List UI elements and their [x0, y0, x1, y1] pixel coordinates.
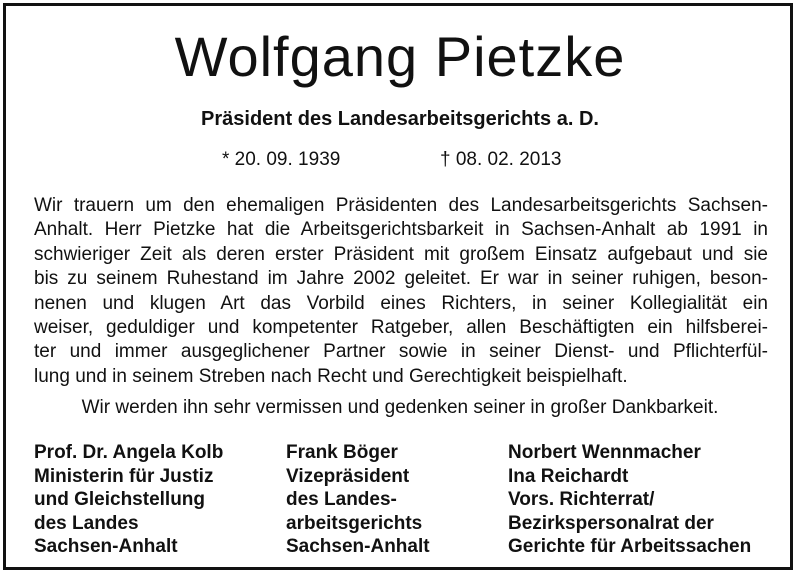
- signatory-line: Vizepräsident: [286, 465, 410, 487]
- tribute-line: Anhalt. Herr Pietzke hat die Arbeitsgerichtsbarkeit in Sachsen-Anhalt ab 1991 in: [34, 219, 768, 241]
- tribute-line: schwieriger Zeit als deren erster Präsident mit großem Einsatz aufgebaut und sie: [34, 243, 768, 265]
- signatory-line: Frank Böger: [286, 442, 398, 463]
- tribute-line: Wir trauern um den ehemaligen Präsidenten des Landesarbeitsgerichts Sachsen-: [34, 195, 768, 216]
- tribute-line: weiser, geduldiger und kompetenter Ratgeber, allen Beschäftigten ein hilfsberei-: [34, 317, 768, 339]
- signatory-line: Prof. Dr. Angela Kolb: [34, 442, 224, 463]
- death-date: † 08. 02. 2013: [440, 149, 562, 170]
- signatory-line: Norbert Wennmacher: [508, 442, 701, 463]
- deceased-title: Präsident des Landesarbeitsgerichts a. D.: [201, 108, 599, 130]
- signatory-line: Sachsen-Anhalt: [34, 536, 178, 558]
- birth-date: * 20. 09. 1939: [222, 149, 341, 170]
- tribute-line: bis zu seinem Ruhestand im Jahre 2002 geleitet. Er war in seiner ruhigen, beson-: [34, 268, 768, 290]
- signatory-line: Bezirkspersonalrat der: [508, 512, 714, 534]
- deceased-name: Wolfgang Pietzke: [174, 25, 626, 88]
- signatory-line: Ministerin für Justiz: [34, 465, 214, 487]
- signatory-line: Ina Reichardt: [508, 465, 629, 487]
- signatory-line: und Gleichstellung: [34, 489, 206, 511]
- signatory-line: arbeitsgerichts: [286, 512, 423, 534]
- signatory-line: des Landes: [34, 512, 139, 534]
- signatory-block: [508, 441, 751, 559]
- signatory-line: Gerichte für Arbeitssachen: [508, 536, 752, 558]
- signatory-line: Vors. Richterrat/: [508, 489, 655, 511]
- tribute-line: ter und immer ausgeglichener Partner sowie in seiner Dienst- und Pflichterfül-: [34, 341, 768, 363]
- signatory-line: des Landes-: [286, 489, 397, 511]
- closing-sentence: Wir werden ihn sehr vermissen und gedenken seiner in großer Dankbarkeit.: [81, 397, 719, 418]
- signatory-block: [286, 441, 430, 559]
- signatories: [34, 441, 774, 561]
- tribute-text: [34, 194, 768, 389]
- tribute-line: lung und in seinem Streben nach Recht und Gerechtigkeit beispielhaft.: [34, 365, 628, 387]
- tribute-line: nenen und klugen Art das Vorbild eines Richters, in seiner Kollegialität ein: [34, 292, 768, 314]
- signatory-line: Sachsen-Anhalt: [286, 536, 430, 558]
- life-dates: [0, 148, 800, 172]
- signatory-block: [34, 441, 223, 559]
